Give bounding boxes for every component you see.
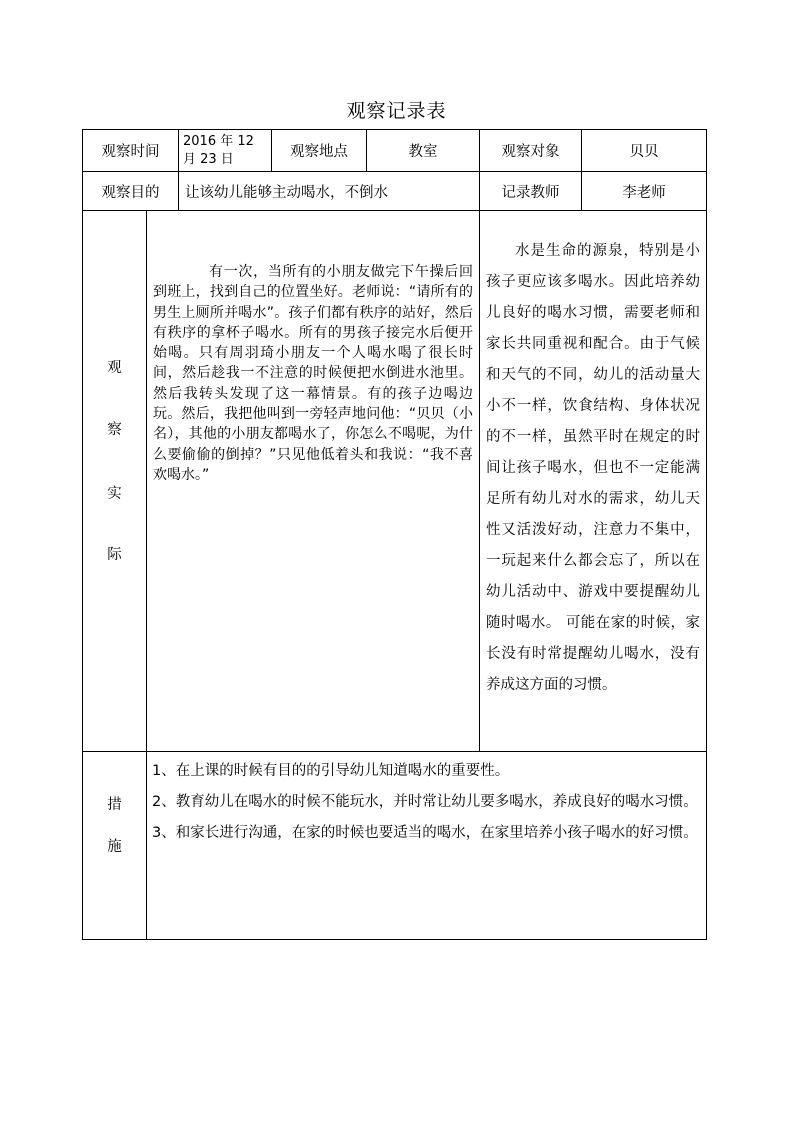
observation-analysis: [486, 236, 700, 701]
border-left: [82, 129, 83, 940]
body-label-col: [146, 210, 147, 939]
narrative-text: 有一次，当所有的小朋友做完下午操后回到班上，找到自己的位置坐好。老师说：“请所有的男生上厕所并喝水”。孩子们都有秩序的站好，然后有秩序的拿杯子喝水。所有的男孩子接完水后便开始喝。只有周羽琦小朋友一个人喝水喝了很长时间，然后趁我一不注意的时候便把水倒进水池里。然后我转头发现了这一幕情景。有的孩子边喝边玩。然后，我把他叫到一旁轻声地问他：“贝贝（小名），其他的小朋友都喝水了，你怎么不喝呢，为什么要偷偷的倒掉？”只见他低着头和我说：“我不喜欢喝水。”: [153, 264, 473, 483]
teacher-label: 记录教师: [501, 184, 560, 201]
time-value-line2: 月 23 日: [183, 152, 234, 167]
measures-label-char-2: 施: [107, 839, 122, 855]
observation-label-char-4: 际: [107, 547, 122, 563]
time-value: [179, 130, 271, 171]
time-value-line1: 2016 年 12: [183, 134, 254, 149]
observation-label-char-2: 察: [107, 422, 122, 438]
subject-label: 观察对象: [501, 144, 560, 160]
subject-value: 贝贝: [629, 144, 659, 160]
measures-list: [152, 756, 702, 849]
teacher-value: 李老师: [622, 184, 666, 201]
row1-col-4: [479, 129, 480, 751]
purpose-label: 观察目的: [101, 184, 160, 201]
observation-narrative: [153, 262, 473, 485]
row-divider-2: [82, 210, 707, 211]
row-divider-3: [82, 751, 707, 752]
analysis-text: 水是生命的源泉，特别是小孩子更应该多喝水。因此培养幼儿良好的喝水习惯，需要老师和家长共同重视和配合。由于气候和天气的不同，幼儿的活动量大小不一样，饮食结构、身体状况的不一样，虽然平时在规定的时间让孩子喝水，但也不一定能满足所有幼儿对水的需求，幼儿天性又活泼好动，注意力不集中，一玩起来什么都会忘了，所以在幼儿活动中、游戏中要提醒幼儿随时喝水。 可能在家的时候，家长没有时常提醒幼儿喝水，没有养成这方面的习惯。: [486, 243, 700, 693]
time-label: 观察时间: [101, 144, 160, 160]
purpose-value: 让该幼儿能够主动喝水，不倒水: [185, 184, 388, 201]
measures-label-char-1: 措: [107, 797, 122, 813]
border-right: [706, 129, 707, 940]
measure-item-3: 3、和家长进行沟通，在家的时候也要适当的喝水，在家里培养小孩子喝水的好习惯。: [152, 825, 698, 841]
observation-label-char-1: 观: [107, 360, 122, 376]
observation-label-char-3: 实: [107, 486, 122, 502]
place-value: 教室: [408, 144, 438, 160]
border-bottom: [82, 939, 707, 940]
measure-item-1: 1、在上课的时候有目的的引导幼儿知道喝水的重要性。: [152, 763, 510, 779]
measure-item-2: 2、教育幼儿在喝水的时候不能玩水，并时常让幼儿要多喝水，养成良好的喝水习惯。: [152, 794, 698, 810]
place-label: 观察地点: [290, 144, 348, 160]
page-title: 观察记录表: [346, 100, 447, 122]
